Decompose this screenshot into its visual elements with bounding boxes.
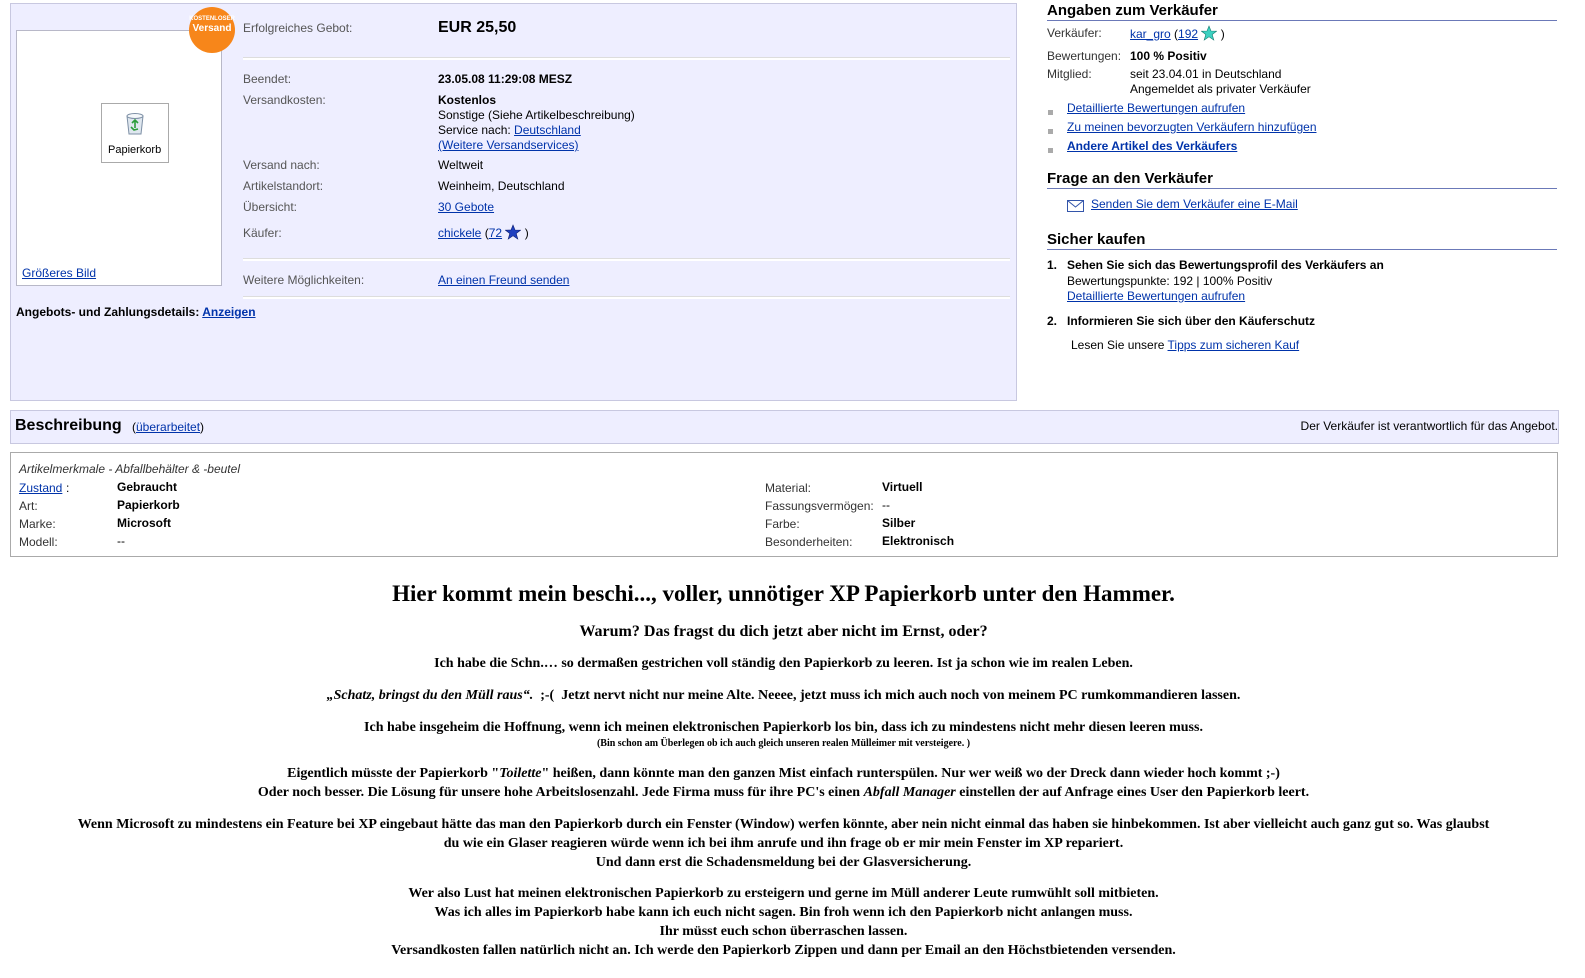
attr-material-label: Material: <box>765 481 812 495</box>
badge-line1: KOSTENLOSER <box>189 16 235 22</box>
overview-label: Übersicht: <box>243 200 298 214</box>
shipping-cost-value: Kostenlos <box>438 93 497 107</box>
recycle-bin-icon <box>122 110 148 136</box>
step1-ratings-link[interactable]: Detaillierte Bewertungen aufrufen <box>1067 289 1246 303</box>
attr-condition-value: Gebraucht <box>117 480 178 494</box>
add-favorite-seller-link[interactable]: Zu meinen bevorzugten Verkäufern hinzufügen <box>1067 120 1317 134</box>
winning-bid-value: EUR 25,50 <box>438 19 517 36</box>
description-paragraph: Wenn Microsoft zu mindestens ein Feature bei XP eingebaut hätte das man den Papierkorb durch ein Fenster (Window) werfen könnte, aber nein nicht einmal das haben sie hinbekommen. Ist aber vielleicht auch ganz gut so. Was glaubst <box>77 817 1490 832</box>
attributes-heading: Artikelmerkmale - Abfallbehälter & -beutel <box>19 462 240 476</box>
divider <box>243 57 1010 60</box>
description-paragraph: Ihr müsst euch schon überraschen lassen. <box>659 924 908 939</box>
seller-name-link[interactable]: kar_gro <box>1130 27 1171 41</box>
description-small-note: (Bin schon am Überlegen ob ich auch gleich unseren realen Mülleimer mit versteigere. ) <box>596 738 971 749</box>
service-to-prefix: Service nach: <box>438 123 511 137</box>
attr-capacity-label: Fassungsvermögen: <box>765 499 874 513</box>
badge-line2: Versand <box>192 23 232 34</box>
shipping-cost-label: Versandkosten: <box>243 93 326 107</box>
description-bar <box>10 410 1559 444</box>
safe-buy-tips-link[interactable]: Tipps zum sicheren Kauf <box>1167 338 1300 352</box>
description-paragraph: Was ich alles im Papierkorb habe kann ich euch nicht sagen. Bin froh wenn ich den Papierkorb nicht anlangen muss. <box>434 905 1133 920</box>
description-subheadline: Warum? Das fragst du dich jetzt aber nicht im Ernst, oder? <box>579 623 988 640</box>
description-paragraph <box>0 766 1567 782</box>
revised-note <box>132 420 204 434</box>
seller-heading: Angaben zum Verkäufer <box>1047 2 1557 21</box>
description-paragraph: Und dann erst die Schadensmeldung bei der Glasversicherung. <box>595 855 972 870</box>
blue-star-icon <box>505 224 521 240</box>
seller-responsible-note: Der Verkäufer ist verantwortlich für das Angebot. <box>1300 419 1558 433</box>
attr-type-label: Art: <box>19 499 38 513</box>
quote-text: „Schatz, bringst du den Müll raus“. <box>326 688 534 703</box>
item-attributes-box <box>10 452 1558 557</box>
buyer-info: chickele (72 ) <box>438 226 529 240</box>
more-services-link[interactable]: (Weitere Versandservices) <box>438 138 579 152</box>
italic-word: Toilette <box>499 766 542 781</box>
free-shipping-badge <box>189 7 235 53</box>
description-paragraph <box>0 688 1567 704</box>
email-seller-link[interactable]: Senden Sie dem Verkäufer eine E-Mail <box>1091 197 1298 211</box>
paren-close: ) <box>200 420 205 434</box>
ratings-value: 100 % Positiv <box>1130 49 1207 63</box>
bid-count-link[interactable]: 30 Gebote <box>438 200 495 214</box>
attr-brand-value: Microsoft <box>117 516 171 530</box>
description-paragraph: Wer also Lust hat meinen elektronischen Papierkorb zu ersteigern und gerne im Müll anderer Leute rumwühlt soll mitbieten. <box>408 886 1159 901</box>
safe-buy-heading: Sicher kaufen <box>1047 231 1557 250</box>
thumbnail-label: Papierkorb <box>108 144 162 156</box>
paren-open: ( <box>132 420 136 434</box>
item-image-box <box>16 30 222 286</box>
member-type: Angemeldet als privater Verkäufer <box>1130 82 1311 96</box>
attr-brand-label: Marke: <box>19 517 56 531</box>
quote-rest: ;-( Jetzt nervt nicht nur meine Alte. Neeee, jetzt muss ich mich auch noch von meinem PC rumkommandieren lassen. <box>533 688 1241 703</box>
text-part: Eigentlich müsste der Papierkorb " <box>287 766 500 781</box>
revised-link[interactable]: überarbeitet <box>136 420 201 434</box>
envelope-icon <box>1067 200 1084 212</box>
description-title: Beschreibung <box>15 417 122 434</box>
step1-number: 1. <box>1047 258 1058 272</box>
attr-material-value: Virtuell <box>882 480 923 494</box>
bullet <box>1048 148 1053 153</box>
seller-label: Verkäufer: <box>1047 26 1102 40</box>
divider <box>243 296 1010 299</box>
winning-bid-label: Erfolgreiches Gebot: <box>243 21 353 35</box>
item-thumbnail[interactable] <box>101 103 169 163</box>
bigger-image-link[interactable]: Größeres Bild <box>22 266 97 280</box>
other-items-link[interactable]: Andere Artikel des Verkäufers <box>1067 139 1238 153</box>
detailed-ratings-link[interactable]: Detaillierte Bewertungen aufrufen <box>1067 101 1246 115</box>
description-paragraph: du wie ein Glaser reagieren würde wenn ich bei ihm anrufe und ihn frage ob er mir mein Fenster im XP repariert. <box>443 836 1124 851</box>
step2-prefix: Lesen Sie unsere <box>1071 338 1165 352</box>
ships-to-label: Versand nach: <box>243 158 320 172</box>
ended-label: Beendet: <box>243 72 292 86</box>
ships-to-value: Weltweit <box>438 158 484 172</box>
attr-type-value: Papierkorb <box>117 498 180 512</box>
attr-condition-link[interactable]: Zustand <box>19 481 63 495</box>
turquoise-star-icon <box>1201 25 1217 41</box>
attr-model-value: -- <box>117 534 125 548</box>
text-part: Oder noch besser. Die Lösung für unsere hohe Arbeitslosenzahl. Jede Firma muss für ihre PC's einen <box>257 785 864 800</box>
attr-color-value: Silber <box>882 516 916 530</box>
step1-score-line: Bewertungspunkte: 192 | 100% Positiv <box>1067 274 1273 288</box>
bullet <box>1048 110 1053 115</box>
description-headline: Hier kommt mein beschi..., voller, unnötiger XP Papierkorb unter den Hammer. <box>392 581 1175 606</box>
italic-word: Abfall Manager <box>863 785 956 800</box>
ratings-label: Bewertungen: <box>1047 49 1122 63</box>
location-label: Artikelstandort: <box>243 179 324 193</box>
text-part: einstellen der auf Anfrage eines User den Papierkorb leert. <box>955 785 1310 800</box>
buyer-label: Käufer: <box>243 226 282 240</box>
attr-features-label: Besonderheiten: <box>765 535 853 549</box>
ended-value: 23.05.08 11:29:08 MESZ <box>438 72 573 86</box>
payment-details <box>16 305 256 319</box>
seller-score-link[interactable]: 192 <box>1178 27 1199 41</box>
colon: : <box>66 481 70 495</box>
attr-capacity-value: -- <box>882 498 890 512</box>
service-to <box>438 123 581 137</box>
description-paragraph: Versandkosten fallen natürlich nicht an. Ich werde den Papierkorb Zippen und dann per Email an den Höchstbietenden versenden. <box>391 943 1176 958</box>
service-to-link[interactable]: Deutschland <box>514 123 581 137</box>
attr-color-label: Farbe: <box>765 517 800 531</box>
description-paragraph <box>0 785 1567 801</box>
text-part: " heißen, dann könnte man den ganzen Mist einfach runterspülen. Nur wer weiß wo der Dreck dann wieder hoch kommt ;-) <box>541 766 1280 781</box>
divider <box>243 258 1010 261</box>
attr-features-value: Elektronisch <box>882 534 955 548</box>
payment-label: Angebots- und Zahlungsdetails: <box>16 305 200 319</box>
step2-title: Informieren Sie sich über den Käuferschutz <box>1067 314 1316 328</box>
payment-show-link[interactable]: Anzeigen <box>202 305 256 319</box>
step2-number: 2. <box>1047 314 1058 328</box>
buyer-score-link[interactable]: 72 <box>488 226 503 240</box>
bullet <box>1048 129 1053 134</box>
step2-tips <box>1071 338 1299 352</box>
description-paragraph: Ich habe insgeheim die Hoffnung, wenn ich meinen elektronischen Papierkorb los bin, dass ich zu mindestens nicht mehr diesen leeren muss. <box>364 720 1203 735</box>
description-paragraph: Ich habe die Schn.… so dermaßen gestrichen voll ständig den Papierkorb zu leeren. Ist ja schon wie im realen Leben. <box>434 656 1133 671</box>
more-options-label: Weitere Möglichkeiten: <box>243 273 365 287</box>
seller-info: kar_gro (192 ) <box>1130 27 1225 41</box>
shipping-other: Sonstige (Siehe Artikelbeschreibung) <box>438 108 635 122</box>
member-since: seit 23.04.01 in Deutschland <box>1130 67 1282 81</box>
buyer-name-link[interactable]: chickele <box>438 226 482 240</box>
send-to-friend-link[interactable]: An einen Freund senden <box>438 273 570 287</box>
location-value: Weinheim, Deutschland <box>438 179 565 193</box>
question-heading: Frage an den Verkäufer <box>1047 170 1557 189</box>
attr-model-label: Modell: <box>19 535 58 549</box>
step1-title: Sehen Sie sich das Bewertungsprofil des Verkäufers an <box>1067 258 1384 272</box>
member-label: Mitglied: <box>1047 67 1092 81</box>
